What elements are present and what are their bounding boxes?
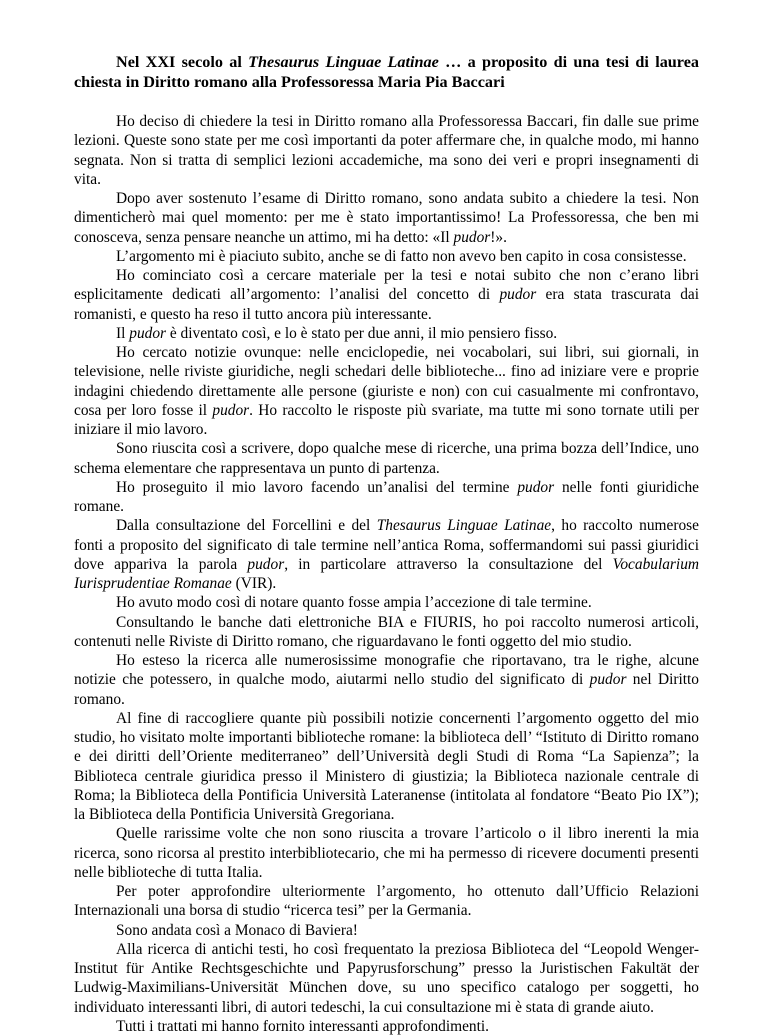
document-title <box>74 52 699 92</box>
text-run: . Ho raccolto le risposte più svariate, ma tutte mi sono tornate utili per iniziare il mio lavoro. <box>74 401 699 438</box>
text-run: Sono riuscita così a scrivere, dopo qualche mese di ricerche, una prima bozza dell’Indice, uno schema elementare che rappresentava un punto di partenza. <box>74 440 699 477</box>
text-run: Alla ricerca di antichi testi, ho così frequentato la preziosa Biblioteca del “Leopold Wenger-Institut für Antike Rechtsgeschichte und Papyrusforschung” presso la Juristischen Fakultät der Ludwig-Maximilians-Universität München dove, su uno specifico catalogo per soggetti, ho individuato interessanti libri, di autori tedeschi, la cui consultazione mi è stata di grande aiuto. <box>74 940 699 1016</box>
text-run: era stata trascurata dai romanisti, e questo ha reso il tutto ancora più interessante. <box>74 286 700 323</box>
paragraph <box>74 921 699 940</box>
text-run: Tutti i trattati mi hanno fornito interessanti approfondimenti. <box>116 1017 490 1035</box>
text-run: Ho cercato notizie ovunque: nelle enciclopedie, nei vocabolari, sui libri, sui giornali, in televisione, nelle riviste giuridiche, negli schedari delle biblioteche... fino ad iniziare vere e proprie indagini chiedendo direttamente alle persone (giuriste e non) con cui casualmente mi confrontavo, cosa per loro fosse il <box>74 344 699 419</box>
italic-text: Thesaurus Linguae Latinae <box>376 517 552 535</box>
paragraph <box>74 651 699 709</box>
text-run: , ho raccolto numerose fonti a proposito del significato di tale termine nell’antica Roma, soffermandomi sui passi giuridici dove appariva la parola <box>74 517 699 573</box>
document-page <box>74 52 699 1036</box>
text-run: Il <box>116 324 130 342</box>
text-run: !». <box>490 228 507 246</box>
paragraph <box>74 478 699 517</box>
text-run: (VIR). <box>231 575 277 592</box>
text-run: Al fine di raccogliere quante più possibili notizie concernenti l’argomento oggetto del mio studio, ho visitato molte importanti biblioteche romane: la biblioteca dell’ “Istituto di Diritto romano e dei diritti dell’Oriente mediterraneo” dell’Università degli Studi di Roma “La Sapienza”; la Biblioteca centrale giuridica presso il Ministero di giustizia; la Biblioteca nazionale centrale di Roma; la Biblioteca della Pontificia Università Lateranense (intitolata al fondatore “Beato Pio IX”); la Biblioteca della Pontificia Università Gregoriana. <box>74 709 699 823</box>
italic-text: pudor <box>247 555 285 573</box>
paragraph <box>74 940 699 1017</box>
italic-text: pudor <box>517 478 555 496</box>
text-run: Ho esteso la ricerca alle numerosissime monografie che riportavano, tra le righe, alcune notizie che potessero, in qualche modo, aiutarmi nello studio del significato di <box>74 652 699 689</box>
italic-text: pudor <box>589 671 627 689</box>
text-run: Quelle rarissime volte che non sono riuscita a trovare l’articolo o il libro inerenti la mia ricerca, sono ricorsa al prestito interbibliotecario, che mi ha permesso di ricevere documenti presenti nelle biblioteche di tutta Italia. <box>74 825 699 881</box>
paragraph <box>74 1017 699 1036</box>
text-run: Ho avuto modo così di notare quanto fosse ampia l’accezione di tale termine. <box>116 594 592 612</box>
text-run: Dopo aver sostenuto l’esame di Diritto romano, sono andata subito a chiedere la tesi. Non dimenticherò mai quel momento: per me è stato importantissimo! La Professoressa, che ben mi conosceva, senza pensare neanche un attimo, mi ha detto: «Il <box>74 190 699 246</box>
paragraph <box>74 247 699 266</box>
text-run: Consultando le banche dati elettroniche BIA e FIURIS, ho poi raccolto numerosi articoli, contenuti nelle Riviste di Diritto romano, che riguardavano le fonti oggetto del mio studio. <box>74 613 699 650</box>
italic-text: pudor <box>212 401 250 419</box>
paragraph <box>74 112 699 189</box>
italic-text: Thesaurus Linguae Latinae <box>248 53 439 71</box>
text-run: è diventato così, e lo è stato per due anni, il mio pensiero fisso. <box>166 324 558 342</box>
italic-text: pudor <box>453 228 491 246</box>
document-body <box>74 112 699 1036</box>
text-run: Ho proseguito il mio lavoro facendo un’analisi del termine <box>116 478 518 496</box>
paragraph <box>74 824 699 882</box>
text-run: Ho deciso di chiedere la tesi in Diritto romano alla Professoressa Baccari, fin dalle sue prime lezioni. Queste sono state per me così importanti da poter affermare che, in qualche modo, mi hanno segnata. Non si tratta di semplici lezioni accademiche, ma sono dei veri e propri insegnamenti di vita. <box>74 113 699 188</box>
text-run: nelle fonti giuridiche romane. <box>74 478 699 515</box>
paragraph <box>74 324 699 343</box>
text-run: Sono andata così a Monaco di Baviera! <box>116 921 358 939</box>
text-run: Nel XXI secolo al <box>116 53 249 71</box>
paragraph <box>74 709 699 825</box>
paragraph <box>74 439 699 478</box>
italic-text: pudor <box>499 286 537 304</box>
text-run: L’argomento mi è piaciuto subito, anche se di fatto non avevo ben capito in cosa consistesse. <box>116 247 687 265</box>
text-run: Ho cominciato così a cercare materiale per la tesi e notai subito che non c’erano libri esplicitamente dedicati all’argomento: l’analisi del concetto di <box>74 267 699 304</box>
paragraph <box>74 343 699 439</box>
text-run: … a proposito di una tesi di laurea chiesta in Diritto romano alla Professoressa Maria Pia Baccari <box>74 53 699 91</box>
paragraph <box>74 189 699 247</box>
paragraph <box>74 613 699 652</box>
paragraph <box>74 266 699 324</box>
text-run: Dalla consultazione del Forcellini e del <box>116 517 377 535</box>
text-run: Per poter approfondire ulteriormente l’argomento, ho ottenuto dall’Ufficio Relazioni Internazionali una borsa di studio “ricerca tesi” per la Germania. <box>74 883 699 920</box>
text-run: nel Diritto romano. <box>74 671 699 708</box>
italic-text: Vocabularium Iurisprudentiae Romanae <box>74 555 700 592</box>
paragraph <box>74 516 699 593</box>
italic-text: pudor <box>129 324 167 342</box>
text-run: , in particolare attraverso la consultazione del <box>284 555 613 573</box>
paragraph <box>74 593 699 612</box>
paragraph <box>74 882 699 921</box>
